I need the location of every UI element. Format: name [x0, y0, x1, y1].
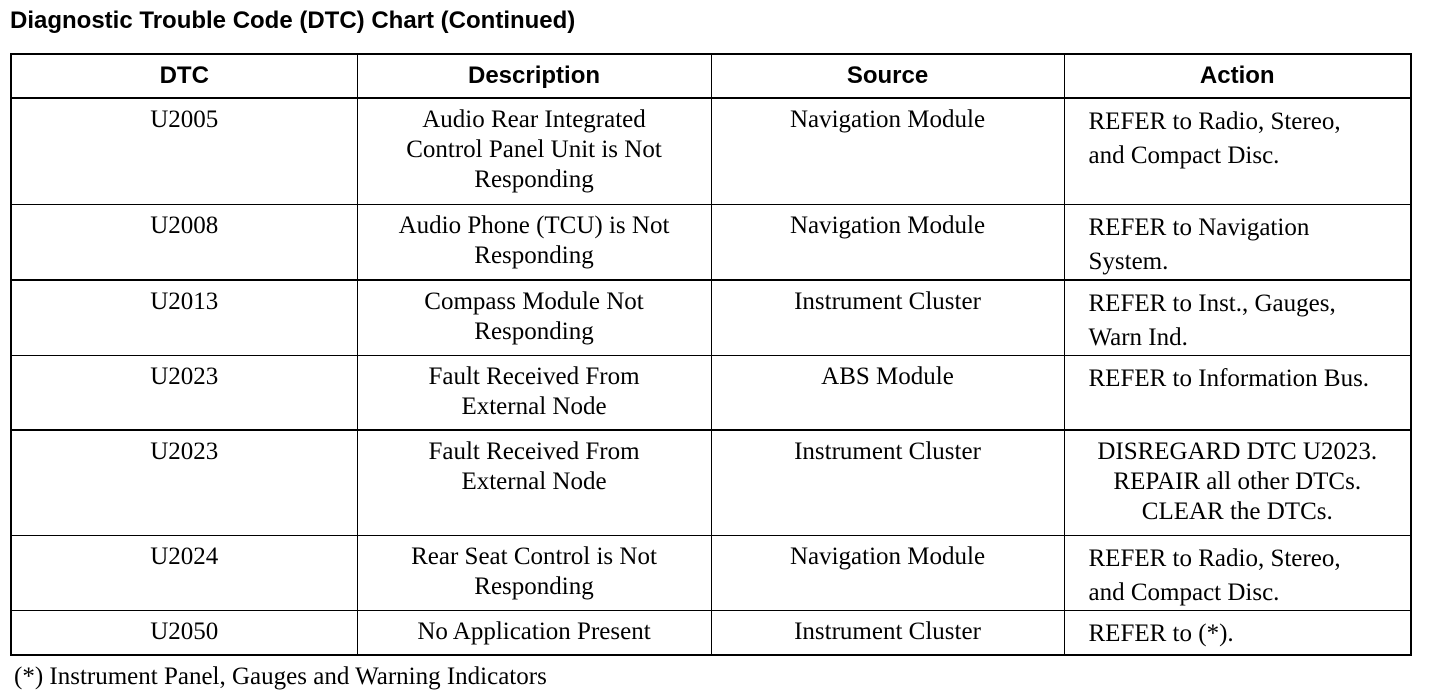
action-line: REFER to Inst., Gauges,: [1088, 289, 1336, 317]
table-row: [11, 280, 1411, 356]
table-row: [11, 98, 1411, 204]
description-line: Responding: [474, 166, 594, 193]
action-line: Warn Ind.: [1088, 323, 1188, 351]
source-cell: Instrument Cluster: [711, 280, 1064, 356]
source-cell: Instrument Cluster: [711, 430, 1064, 535]
table-row: [11, 610, 1411, 655]
column-header-action: Action: [1064, 54, 1411, 98]
description-cell: [357, 610, 711, 655]
dtc-code-cell: U2013: [11, 280, 357, 356]
description-line: External Node: [461, 468, 607, 495]
dtc-chart-table: [10, 53, 1412, 656]
table-row: [11, 355, 1411, 430]
description-cell: [357, 98, 711, 204]
dtc-code-cell: U2005: [11, 98, 357, 204]
description-line: Control Panel Unit is Not: [406, 136, 662, 163]
action-line: REFER to Radio, Stereo,: [1088, 544, 1341, 572]
page-title: Diagnostic Trouble Code (DTC) Chart (Continued): [10, 7, 576, 34]
column-header-description: Description: [357, 54, 711, 98]
action-cell: [1064, 204, 1411, 280]
action-cell: [1064, 430, 1411, 535]
dtc-code-cell: U2024: [11, 535, 357, 610]
description-line: Responding: [474, 572, 594, 600]
description-line: Audio Phone (TCU) is Not: [398, 211, 670, 239]
description-line: No Application Present: [417, 617, 651, 645]
column-header-source: Source: [711, 54, 1064, 98]
source-cell: Instrument Cluster: [711, 610, 1064, 655]
source-cell: Navigation Module: [711, 204, 1064, 280]
dtc-code-cell: U2050: [11, 610, 357, 655]
table-row: [11, 535, 1411, 610]
description-line: Fault Received From: [428, 362, 640, 390]
action-line: REFER to Information Bus.: [1088, 364, 1370, 392]
source-cell: ABS Module: [711, 355, 1064, 430]
source-cell: Navigation Module: [711, 98, 1064, 204]
action-cell: [1064, 535, 1411, 610]
action-line: REFER to (*).: [1088, 619, 1234, 647]
action-line: CLEAR the DTCs.: [1141, 498, 1333, 525]
description-line: Responding: [474, 241, 594, 269]
description-cell: [357, 280, 711, 356]
action-line: REFER to Radio, Stereo,: [1088, 108, 1341, 135]
action-line: and Compact Disc.: [1088, 578, 1280, 606]
description-line: Compass Module Not: [424, 287, 644, 315]
action-line: DISREGARD DTC U2023.: [1097, 438, 1378, 465]
dtc-code-cell: U2023: [11, 430, 357, 535]
description-cell: [357, 430, 711, 535]
source-cell: Navigation Module: [711, 535, 1064, 610]
table-row: [11, 204, 1411, 280]
dtc-code-cell: U2023: [11, 355, 357, 430]
description-line: Responding: [474, 317, 594, 345]
description-line: Fault Received From: [428, 438, 640, 465]
description-cell: [357, 535, 711, 610]
action-line: REFER to Navigation: [1088, 213, 1310, 241]
description-cell: [357, 355, 711, 430]
footnote: (*) Instrument Panel, Gauges and Warning Indicators: [14, 663, 547, 690]
table-header-row: [11, 54, 1411, 98]
description-line: External Node: [461, 392, 607, 420]
action-line: and Compact Disc.: [1088, 142, 1280, 169]
description-cell: [357, 204, 711, 280]
description-line: Audio Rear Integrated: [422, 106, 646, 133]
action-cell: [1064, 610, 1411, 655]
description-line: Rear Seat Control is Not: [411, 542, 657, 570]
column-header-dtc: DTC: [11, 54, 357, 98]
table-row: [11, 430, 1411, 535]
action-line: REPAIR all other DTCs.: [1113, 468, 1362, 495]
action-cell: [1064, 98, 1411, 204]
dtc-code-cell: U2008: [11, 204, 357, 280]
action-cell: [1064, 355, 1411, 430]
action-cell: [1064, 280, 1411, 356]
action-line: System.: [1088, 247, 1169, 275]
